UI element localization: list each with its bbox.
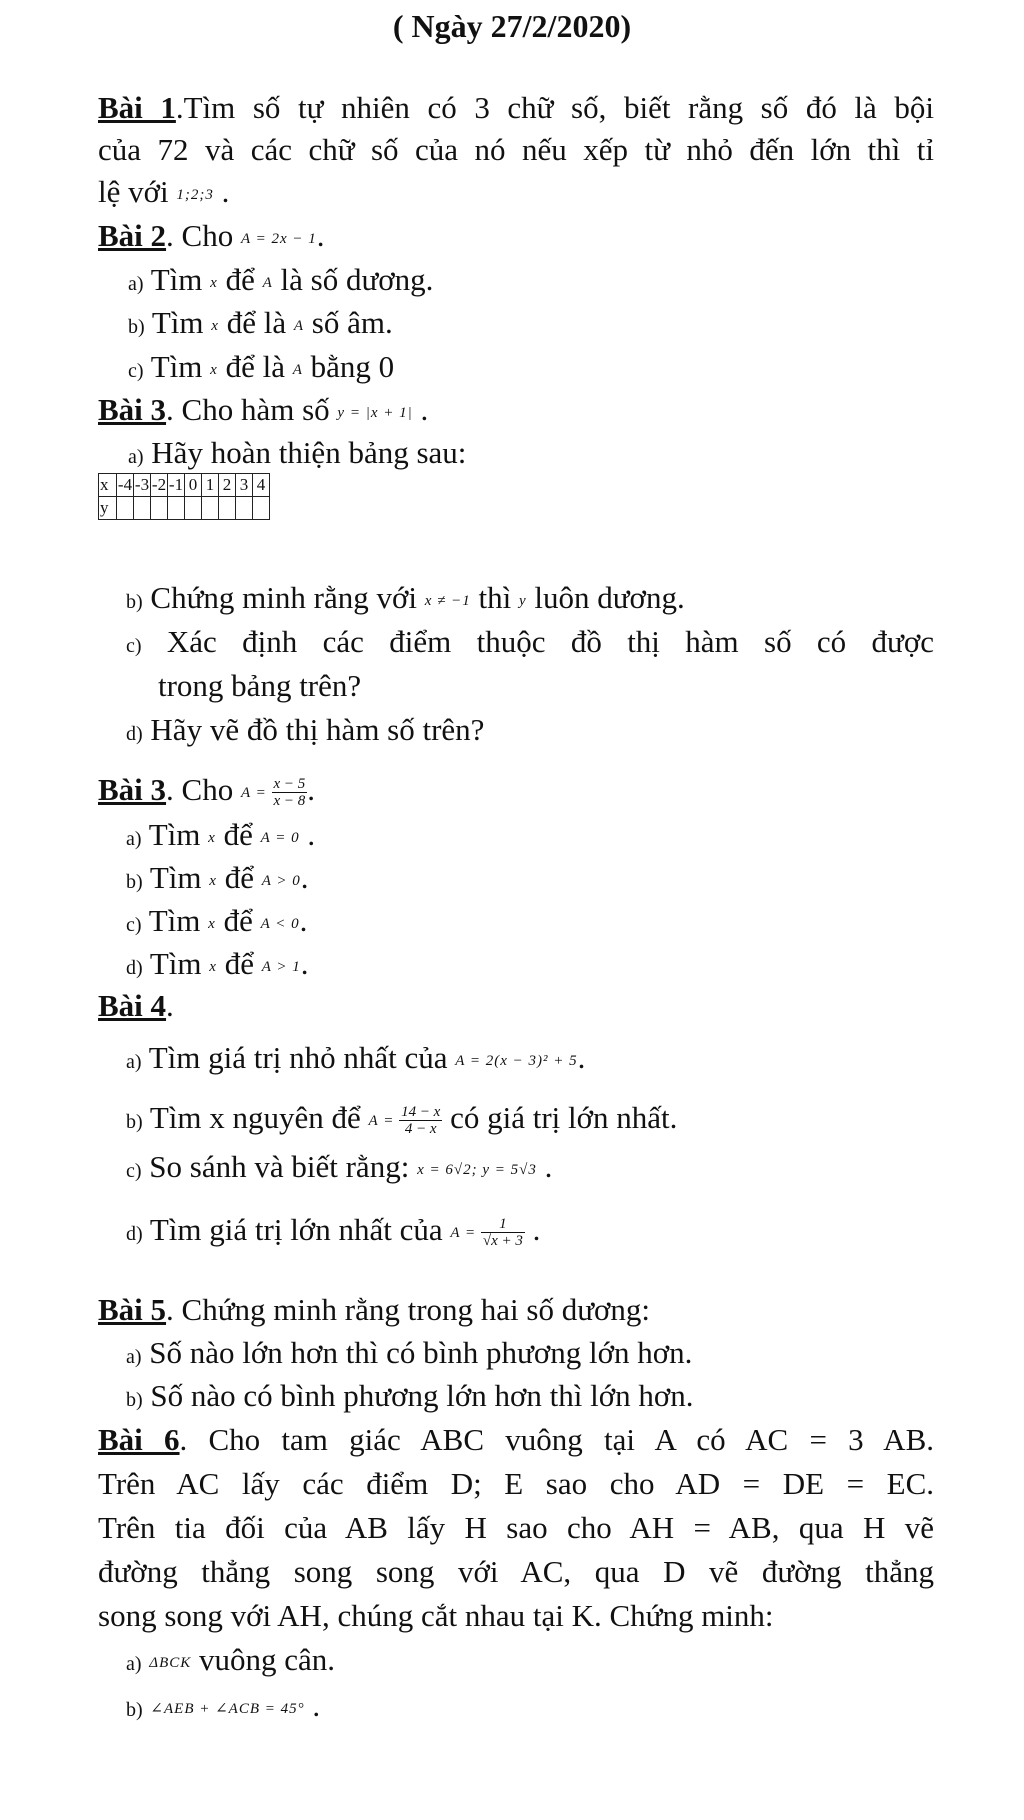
math-fraction: $\frac{1}{√x + 3}$ (482, 1216, 523, 1250)
bai6-line1: Bài 6. Cho tam giác ABC vuông tại A có AC = 3 AB. (98, 1422, 934, 1457)
value-table (98, 473, 270, 520)
bai3-item-a: a) Hãy hoàn thiện bảng sau: (128, 435, 467, 470)
bai6-item-b: b) ∠AEB + ∠ACB = 45° . (126, 1688, 321, 1723)
bai4-heading: Bài 4 (98, 988, 167, 1023)
bai2-item-b: b) Tìm x để là A số âm. (128, 305, 393, 340)
bai2-line: Bài 2. Cho A = 2x − 1. (98, 218, 325, 253)
bai6-line3: Trên tia đối của AB lấy H sao cho AH = AB, qua H vẽ (98, 1510, 934, 1545)
bai1-line1: Bài 1.Tìm số tự nhiên có 3 chữ số, biết rằng số đó là bội (98, 90, 934, 125)
bai3b-item-c: c) Tìm x để A < 0. (126, 903, 308, 938)
bai3b-item-a: a) Tìm x để A = 0 . (126, 817, 316, 852)
bai1-heading: Bài 1 (98, 90, 176, 125)
bai2-item-c: c) Tìm x để là A bằng 0 (128, 349, 395, 384)
bai5-item-a: a) Số nào lớn hơn thì có bình phương lớn hơn. (126, 1335, 693, 1370)
bai6-line2: Trên AC lấy các điểm D; E sao cho AD = DE = EC. (98, 1466, 934, 1501)
page-title: ( Ngày 27/2/2020) (392, 8, 632, 44)
bai3-item-c: c) Xác định các điểm thuộc đồ thị hàm số có được (126, 624, 934, 659)
bai4-item-d: d) Tìm giá trị lớn nhất của A = $\frac{1}{√x + 3}$ . (126, 1212, 541, 1250)
table-row-y: y (99, 497, 270, 520)
bai2-item-a: a) Tìm x để A là số dương. (128, 262, 434, 297)
bai3b-line: Bài 3. Cho A = $\frac{x - 5}{x - 8}$ . (98, 772, 316, 810)
bai4-item-a: a) Tìm giá trị nhỏ nhất của A = 2(x − 3)² + 5. (126, 1040, 586, 1075)
bai6-line4: đường thẳng song song với AC, qua D vẽ đường thẳng (98, 1554, 934, 1589)
bai3-item-b: b) Chứng minh rằng với x ≠ −1 thì y luôn dương. (126, 580, 685, 615)
bai1-line2: của 72 và các chữ số của nó nếu xếp từ nhỏ đến lớn thì tỉ (98, 132, 934, 167)
math-fraction: $\frac{x - 5}{x - 8}$ (273, 776, 306, 810)
bai2-heading: Bài 2 (98, 218, 167, 253)
bai1-line3: lệ với 1;2;3 . (98, 174, 230, 209)
bai6-heading: Bài 6 (98, 1422, 180, 1457)
bai4-item-c: c) So sánh và biết rằng: x = 6√2; y = 5√3 . (126, 1149, 553, 1184)
math-ratio: 1;2;3 (176, 187, 214, 203)
bai5-heading: Bài 5 (98, 1292, 167, 1327)
table-row-x: x -4 -3 -2 -1 0 1 2 3 4 (99, 474, 270, 497)
bai4-line: Bài 4. (98, 988, 174, 1023)
bai4-item-b: b) Tìm x nguyên để A = $\frac{14 - x}{4 - x}$ có giá trị lớn nhất. (126, 1100, 678, 1138)
bai3b-heading: Bài 3 (98, 772, 167, 807)
bai3-item-c-cont: trong bảng trên? (158, 668, 362, 703)
bai6-item-a: a) ΔBCK vuông cân. (126, 1642, 336, 1677)
math-fraction: $\frac{14 - x}{4 - x}$ (401, 1104, 441, 1138)
bai6-line5: song song với AH, chúng cắt nhau tại K. Chứng minh: (98, 1598, 774, 1633)
bai3-heading: Bài 3 (98, 392, 167, 427)
math-expr: A = 2x − 1 (240, 231, 317, 247)
bai3-item-d: d) Hãy vẽ đồ thị hàm số trên? (126, 712, 485, 747)
bai3b-item-d: d) Tìm x để A > 1. (126, 946, 309, 981)
bai5-line: Bài 5. Chứng minh rằng trong hai số dương: (98, 1292, 651, 1327)
bai3-line: Bài 3. Cho hàm số y = |x + 1| . (98, 392, 429, 427)
bai3b-item-b: b) Tìm x để A > 0. (126, 860, 309, 895)
bai5-item-b: b) Số nào có bình phương lớn hơn thì lớn hơn. (126, 1378, 694, 1413)
